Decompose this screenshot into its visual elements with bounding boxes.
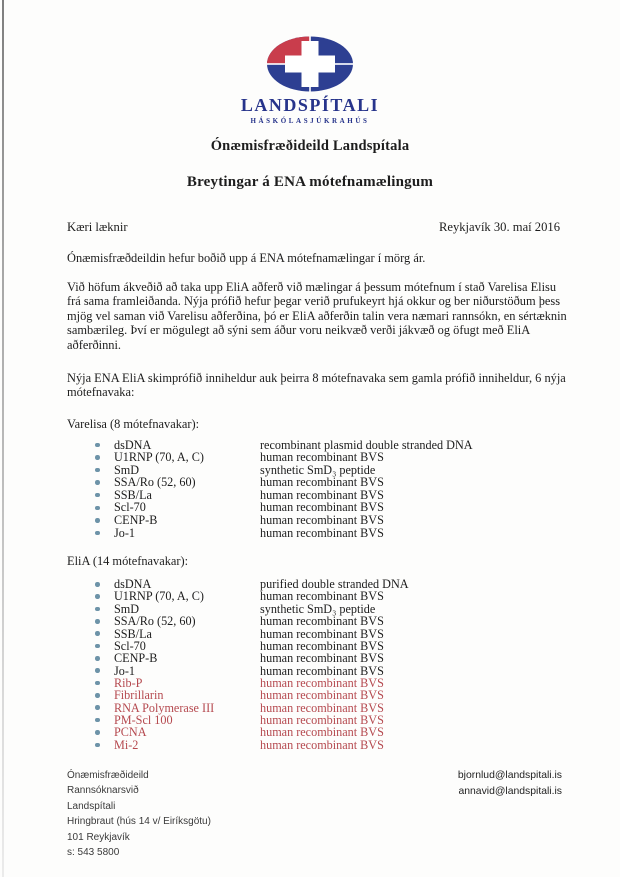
letter-footer (67, 768, 562, 860)
antigen-description: human recombinant BVS (260, 737, 384, 752)
landspitali-cross-icon (255, 34, 365, 94)
bullet-icon (95, 631, 114, 636)
antigen-name: Rib-P (114, 675, 143, 690)
elia-list (0, 578, 620, 751)
paragraph-intro: Ónæmisfræðdeildin hefur boðið upp á ENA mótefnamælingar í mörg ár. (67, 251, 426, 265)
bullet-icon (95, 582, 114, 587)
antigen-name: CENP-B (114, 513, 158, 528)
antigen-name: PCNA (114, 725, 147, 740)
antigen-description: synthetic SmD₃ peptide (260, 462, 376, 477)
bullet-icon (95, 730, 114, 735)
antigen-name: SSA/Ro (52, 60) (114, 614, 196, 629)
bullet-icon (95, 518, 114, 523)
antigen-name: Mi-2 (114, 737, 139, 752)
landspitali-logo (0, 0, 620, 125)
antigen-description: human recombinant BVS (260, 626, 384, 641)
bullet-icon (95, 493, 114, 498)
antigen-description: human recombinant BVS (260, 525, 384, 540)
varelisa-heading: Varelisa (8 mótefnavakar): (67, 416, 200, 431)
antigen-name: U1RNP (70, A, C) (114, 450, 204, 465)
paragraph-new-antigens: Nýja ENA EliA skimprófið inniheldur auk þeirra 8 mótefnavaka sem gamla prófið inniheldur, 6 nýja mótefnavaka: (67, 370, 566, 400)
antigen-description: human recombinant BVS (260, 725, 384, 740)
bullet-icon (95, 656, 114, 661)
antigen-row (0, 652, 620, 664)
antigen-description: human recombinant BVS (260, 663, 384, 678)
antigen-row (0, 628, 620, 640)
antigen-row (0, 726, 620, 738)
footer-address-line: Landspítali (67, 800, 116, 812)
bullet-icon (95, 594, 114, 599)
bullet-icon (95, 480, 114, 485)
antigen-name: RNA Polymerase III (114, 700, 215, 715)
antigen-name: SmD (114, 462, 140, 477)
bullet-icon (95, 681, 114, 686)
varelisa-list (0, 439, 620, 539)
antigen-description: human recombinant BVS (260, 589, 384, 604)
antigen-name: Scl-70 (114, 638, 146, 653)
antigen-description: human recombinant BVS (260, 638, 384, 653)
bullet-icon (95, 531, 114, 536)
footer-address-line: Rannsóknarsvið (67, 785, 139, 797)
antigen-row (0, 590, 620, 602)
antigen-description: human recombinant BVS (260, 450, 384, 465)
antigen-description: human recombinant BVS (260, 700, 384, 715)
footer-address-line: Ónæmisfræðideild (67, 770, 149, 781)
antigen-name: dsDNA (114, 437, 152, 452)
antigen-name: Jo-1 (114, 525, 135, 540)
bullet-icon (95, 705, 114, 710)
antigen-description: human recombinant BVS (260, 500, 384, 515)
antigen-row (0, 514, 620, 527)
footer-address-line: Hringbraut (hús 14 v/ Eiríksgötu) (67, 816, 211, 828)
bullet-icon (95, 693, 114, 698)
antigen-row (0, 451, 620, 464)
antigen-name: CENP-B (114, 651, 158, 666)
antigen-description: human recombinant BVS (260, 688, 384, 703)
antigen-row (0, 615, 620, 627)
antigen-description: synthetic SmD₃ peptide (260, 601, 376, 616)
bullet-icon (95, 607, 114, 612)
antigen-name: U1RNP (70, A, C) (114, 589, 204, 604)
bullet-icon (95, 619, 114, 624)
logo-tagline-text: HÁSKÓLASJÚKRAHÚS (250, 117, 370, 125)
antigen-row (0, 739, 620, 751)
antigen-name: Fibrillarin (114, 688, 164, 703)
antigen-description: human recombinant BVS (260, 487, 384, 502)
footer-email-line: annavid@landspitali.is (458, 785, 562, 797)
antigen-description: human recombinant BVS (260, 614, 384, 629)
bullet-icon (95, 455, 114, 460)
antigen-description: recombinant plasmid double stranded DNA (260, 437, 473, 452)
antigen-name: Scl-70 (114, 500, 146, 515)
footer-address-line: s: 543 5800 (67, 847, 120, 859)
antigen-description: human recombinant BVS (260, 475, 384, 490)
document-subtitle: Breytingar á ENA mótefnamælingum (186, 174, 434, 190)
bullet-icon (95, 506, 114, 511)
antigen-description: human recombinant BVS (260, 513, 384, 528)
antigen-description: human recombinant BVS (260, 651, 384, 666)
footer-address-block (67, 768, 211, 860)
footer-address-line: 101 Reykjavík (67, 831, 130, 843)
antigen-name: SmD (114, 601, 140, 616)
antigen-row (0, 689, 620, 701)
scan-artifact-left-edge (2, 0, 4, 877)
paragraph-method-change: Við höfum ákveðið að taka upp EliA aðferð við mælingar á þessum mótefnum í stað Varelisa Elisu frá sama framleiðanda. Nýja prófið hefur þegar verið prufukeyrt hjá okkur og ber niðurstöðum þess mjög vel saman við Varelisu aðferðina, þó er EliA aðferðin talin vera næmari rannsókn, en sértæknin sambærileg. Því er mögulegt að sýni sem áður voru neikvæð verði jákvæð og öfugt með EliA aðferðinni. (67, 279, 567, 352)
antigen-row (0, 527, 620, 540)
antigen-name: SSB/La (114, 487, 152, 502)
antigen-name: dsDNA (114, 577, 152, 592)
antigen-name: PM-Scl 100 (114, 712, 173, 727)
greeting: Kæri læknir (67, 220, 128, 234)
dateline: Reykjavík 30. maí 2016 (438, 220, 560, 234)
antigen-name: SSA/Ro (52, 60) (114, 475, 196, 490)
bullet-icon (95, 644, 114, 649)
bullet-icon (95, 743, 114, 748)
antigen-name: Jo-1 (114, 663, 135, 678)
document-title: Ónæmisfræðideild Landspítala (210, 138, 410, 154)
bullet-icon (95, 668, 114, 673)
footer-email-line: bjornlud@landspitali.is (457, 770, 562, 781)
greeting-row (67, 220, 560, 235)
antigen-description: purified double stranded DNA (260, 577, 409, 592)
bullet-icon (95, 443, 114, 448)
antigen-description: human recombinant BVS (260, 675, 384, 690)
bullet-icon (95, 718, 114, 723)
bullet-icon (95, 468, 114, 473)
antigen-description: human recombinant BVS (260, 712, 384, 727)
antigen-name: SSB/La (114, 626, 152, 641)
footer-email-block (458, 768, 562, 860)
elia-heading: EliA (14 mótefnavakar): (67, 554, 189, 569)
logo-brand-text: LANDSPÍTALI (240, 95, 380, 115)
